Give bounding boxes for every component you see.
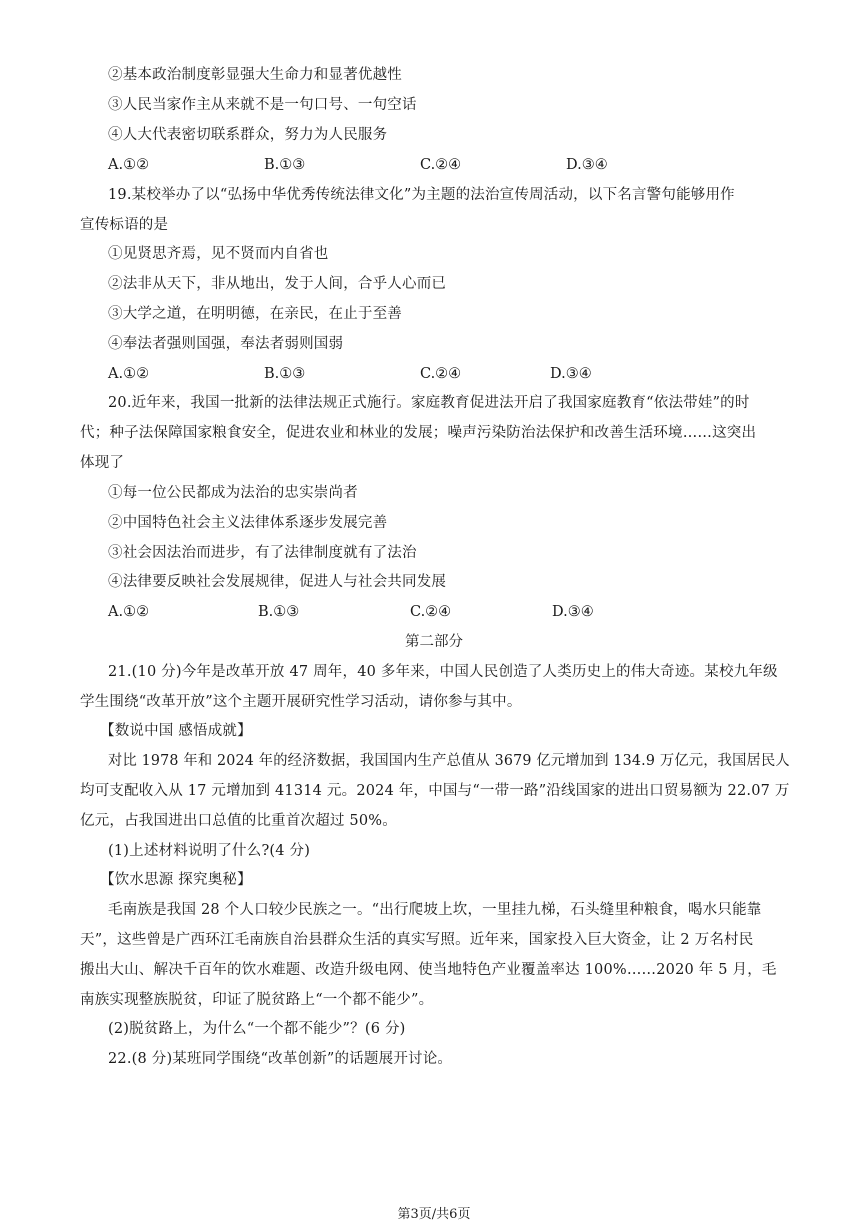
q20-options: [0, 602, 868, 622]
q21-section2-line3: 搬出大山、解决千百年的饮水难题、改造升级电网、使当地特色产业覆盖率达 100%……2020 年 5 月，毛: [80, 962, 777, 978]
q21-section1-line2: 均可支配收入从 17 元增加到 41314 元。2024 年，中国与“一带一路”沿线国家的进出口贸易额为 22.07 万: [80, 783, 790, 799]
q21-stem-line1: 21.(10 分)今年是改革开放 47 周年，40 多年来，中国人民创造了人类历史上的伟大奇迹。某校九年级: [108, 664, 778, 680]
q19-stem-line1: 19.某校举办了以“弘扬中华优秀传统法律文化”为主题的法治宣传周活动，以下名言警句能够用作: [108, 187, 735, 203]
q19-option-a: A.①②: [108, 366, 150, 382]
q21-section2-line1: 毛南族是我国 28 个人口较少民族之一。“出行爬坡上坎，一里挂九梯，石头缝里种粮食，喝水只能靠: [108, 902, 762, 918]
q18-item-3: ③人民当家作主从来就不是一句口号、一句空话: [108, 97, 417, 113]
q21-section1-line1: 对比 1978 年和 2024 年的经济数据，我国国内生产总值从 3679 亿元增加到 134.9 万亿元，我国居民人: [108, 753, 790, 769]
page-footer: 第3页/共6页: [397, 1207, 471, 1222]
q20-stem-line2: 代；种子法保障国家粮食安全，促进农业和林业的发展；噪声污染防治法保护和改善生活环境……这突出: [80, 425, 757, 441]
q20-stem-line1: 20.近年来，我国一批新的法律法规正式施行。家庭教育促进法开启了我国家庭教育“依法带娃”的时: [108, 395, 750, 411]
q18-item-4: ④人大代表密切联系群众，努力为人民服务: [108, 127, 388, 143]
q19-option-c: C.②④: [420, 366, 462, 382]
q21-sub-question-1: (1)上述材料说明了什么?(4 分): [108, 843, 311, 859]
q20-option-d: D.③④: [552, 604, 594, 620]
q19-options: [0, 364, 868, 384]
q20-item-1: ①每一位公民都成为法治的忠实崇尚者: [108, 485, 358, 501]
q20-option-a: A.①②: [108, 604, 150, 620]
q21-section2-line4: 南族实现整族脱贫，印证了脱贫路上“一个都不能少”。: [80, 992, 434, 1008]
q18-option-c: C.②④: [420, 157, 462, 173]
q19-item-1: ①见贤思齐焉，见不贤而内自省也: [108, 246, 329, 262]
q19-item-2: ②法非从天下，非从地出，发于人间，合乎人心而已: [108, 276, 447, 292]
q21-section1-title: 【数说中国 感悟成就】: [100, 723, 252, 739]
q19-option-b: B.①③: [264, 366, 306, 382]
q22-stem-line1: 22.(8 分)某班同学围绕“改革创新”的话题展开讨论。: [108, 1051, 453, 1067]
q20-item-3: ③社会因法治而进步，有了法律制度就有了法治: [108, 545, 417, 561]
part2-title: 第二部分: [405, 634, 463, 650]
q20-item-4: ④法律要反映社会发展规律，促进人与社会共同发展: [108, 574, 447, 590]
q20-stem-line3: 体现了: [80, 455, 125, 471]
q18-option-b: B.①③: [264, 157, 306, 173]
q21-stem-line2: 学生围绕“改革开放”这个主题开展研究性学习活动，请你参与其中。: [80, 694, 522, 710]
q20-option-b: B.①③: [258, 604, 300, 620]
q20-item-2: ②中国特色社会主义法律体系逐步发展完善: [108, 515, 388, 531]
q21-section2-title: 【饮水思源 探究奥秘】: [100, 872, 252, 888]
q18-option-d: D.③④: [566, 157, 608, 173]
q18-options: [0, 155, 868, 175]
q21-section2-line2: 天”，这些曾是广西环江毛南族自治县群众生活的真实写照。近年来，国家投入巨大资金，让 2 万名村民: [80, 932, 754, 948]
q19-item-3: ③大学之道，在明明德，在亲民，在止于至善: [108, 306, 402, 322]
q18-option-a: A.①②: [108, 157, 150, 173]
q19-item-4: ④奉法者强则国强，奉法者弱则国弱: [108, 336, 344, 352]
q21-section1-line3: 亿元，占我国进出口总值的比重首次超过 50%。: [80, 813, 397, 829]
q20-option-c: C.②④: [410, 604, 452, 620]
q19-stem-line2: 宣传标语的是: [80, 217, 169, 233]
q18-item-2: ②基本政治制度彰显强大生命力和显著优越性: [108, 67, 402, 83]
q21-sub-question-2: (2)脱贫路上，为什么“一个都不能少”？(6 分): [108, 1021, 406, 1037]
q19-option-d: D.③④: [550, 366, 592, 382]
